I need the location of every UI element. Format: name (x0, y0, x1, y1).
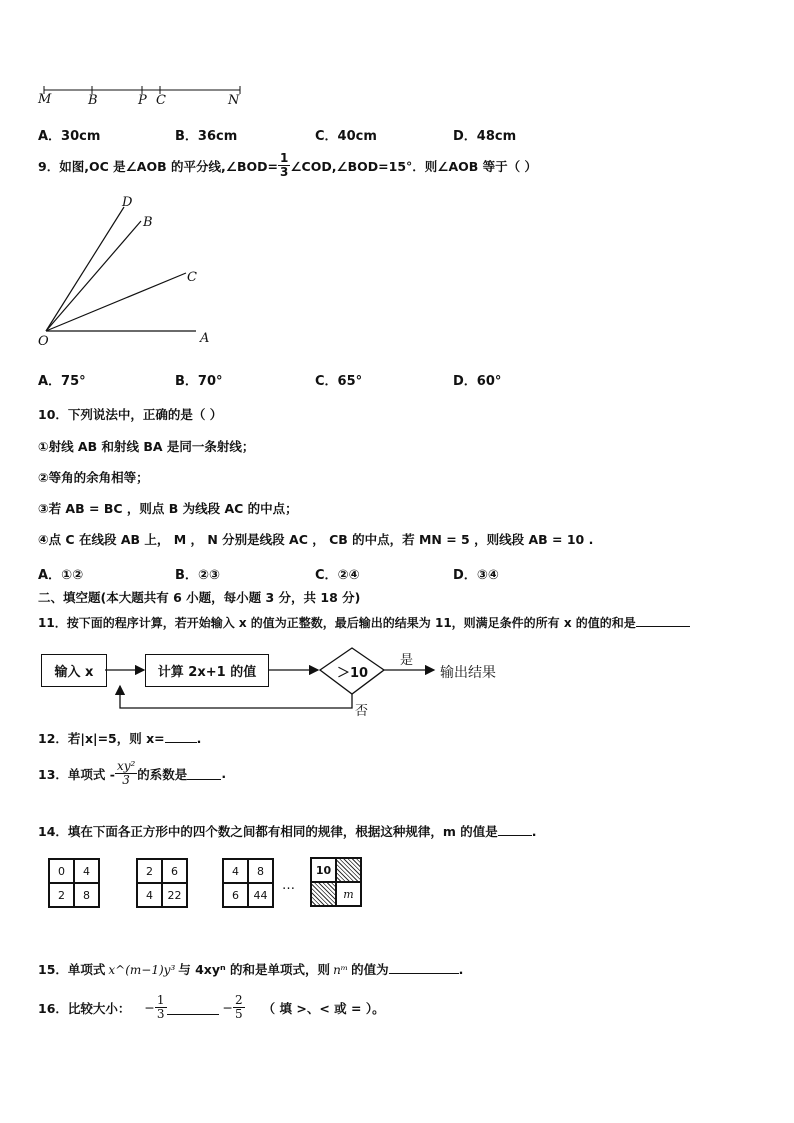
point-c-label: C (156, 93, 166, 108)
q9-frac-den: 3 (279, 165, 289, 179)
q13-prefix: 13．单项式 - (38, 766, 115, 782)
q8-option-d: D．48cm (453, 129, 517, 144)
q11-stem-line (38, 614, 690, 631)
q13-end: . (221, 766, 227, 781)
q12-suffix: . (196, 731, 202, 746)
q16-a-num: 1 (156, 993, 165, 1007)
q14-line (38, 822, 537, 840)
q8-option-b: B．36cm (175, 129, 238, 144)
q15-prefix: 15．单项式 (38, 962, 106, 977)
square-2-cell-bl: 4 (137, 883, 162, 907)
flow-arrows (100, 642, 440, 720)
ray-d-label: D (122, 195, 133, 210)
square-4-cell-tl: 10 (311, 858, 336, 882)
q16-prefix: 16．比较大小： (38, 1000, 131, 1016)
square-4-cell-m: m (336, 882, 361, 906)
q13-frac-den: 3 (122, 773, 130, 787)
q9-suffix: ∠COD,∠BOD=15°．则∠AOB 等于（ ） (290, 158, 538, 174)
q16-a-den: 3 (156, 1007, 165, 1021)
square-2-cell-tl: 2 (137, 859, 162, 883)
q10-option-b: B．②③ (175, 568, 220, 583)
number-square-1 (48, 858, 100, 908)
q9-option-a: A．75° (38, 374, 86, 389)
q14-end: . (531, 824, 537, 839)
square-2-cell-br: 22 (162, 883, 187, 907)
q9-angle-figure (36, 195, 216, 340)
q14-stem: 14．填在下面各正方形中的四个数之间都有相同的规律，根据这种规律，m 的值是 (38, 824, 498, 839)
q8-option-c: C．40cm (315, 129, 377, 144)
flow-yes-label: 是 (400, 653, 414, 668)
ray-b-label: B (143, 215, 153, 230)
q15-suffix: 的值为 (351, 962, 389, 977)
square-1-cell-tr: 4 (74, 859, 99, 883)
q14-answer-blank[interactable] (498, 835, 532, 836)
q9-option-b: B．70° (175, 374, 223, 389)
q9-option-c: C．65° (315, 374, 363, 389)
square-3-cell-tr: 8 (248, 859, 273, 883)
square-2-cell-tr: 6 (162, 859, 187, 883)
q15-line (38, 960, 463, 978)
q12-line (38, 729, 201, 747)
q10-option-a: A．①② (38, 568, 84, 583)
flow-output-label: 输出结果 (440, 665, 496, 681)
q15-expr-1: x^(m−1)y³ (108, 963, 176, 977)
flow-input-box: 输入 x (41, 654, 107, 687)
q11-answer-blank[interactable] (636, 626, 690, 627)
q13-fraction (115, 760, 137, 787)
q9-prefix: 如图,OC 是∠AOB 的平分线,∠BOD= (59, 158, 278, 174)
q15-expr-2: nᵐ (333, 963, 349, 977)
q13-frac-num: xy² (116, 759, 136, 773)
squares-ellipsis: … (282, 878, 295, 893)
q15-end: . (458, 962, 464, 977)
ray-c-label: C (187, 270, 197, 285)
q16-fraction-b (233, 994, 245, 1021)
q16-b-den: 5 (235, 1007, 243, 1021)
square-3-cell-br: 44 (248, 883, 273, 907)
q10-item-3: ③若 AB = BC ，则点 B 为线段 AC 的中点； (38, 501, 298, 516)
q16-suffix: （ 填 >、< 或 = ）。 (262, 1000, 385, 1016)
q12-prefix: 12．若|x|=5，则 x= (38, 731, 165, 746)
number-square-2 (136, 858, 188, 908)
square-1-cell-tl: 0 (49, 859, 74, 883)
square-4-cell-bl-hatched (311, 882, 336, 906)
q10-item-1: ①射线 AB 和射线 BA 是同一条射线； (38, 439, 255, 454)
q10-item-2: ②等角的余角相等； (38, 470, 149, 485)
q13-line (38, 760, 226, 787)
q11-stem: 11．按下面的程序计算，若开始输入 x 的值为正整数，最后输出的结果为 11，则满足条件的所有 x 的值的和是 (38, 616, 636, 630)
q9-stem (38, 152, 537, 179)
q16-fraction-a (155, 994, 167, 1021)
q8-option-a: A．30cm (38, 129, 101, 144)
q9-option-d: D．60° (453, 374, 502, 389)
q9-number: 9． (38, 158, 60, 174)
q16-b-num: 2 (235, 993, 243, 1007)
q9-fraction (278, 152, 290, 179)
point-p-label: P (138, 93, 147, 108)
ray-a-label: A (200, 331, 210, 346)
q12-answer-blank[interactable] (165, 742, 197, 743)
q15-answer-blank[interactable] (389, 973, 459, 974)
square-1-cell-br: 8 (74, 883, 99, 907)
section-2-heading: 二、填空题(本大题共有 6 小题，每小题 3 分，共 18 分) (38, 590, 361, 605)
square-3-cell-tl: 4 (223, 859, 248, 883)
q10-item-4: ④点 C 在线段 AB 上， M ， N 分别是线段 AC ， CB 的中点，若 MN = 5 ，则线段 AB = 10 . (38, 532, 594, 547)
q16-answer-blank[interactable] (167, 1014, 219, 1015)
number-square-4 (310, 857, 362, 907)
q13-answer-blank[interactable] (187, 779, 221, 780)
q10-option-c: C．②④ (315, 568, 360, 583)
flow-calc-box: 计算 2x+1 的值 (145, 654, 269, 687)
q9-frac-num: 1 (279, 151, 289, 165)
point-m-label: M (38, 92, 52, 107)
square-1-cell-bl: 2 (49, 883, 74, 907)
flow-condition: ＞10 (337, 666, 369, 681)
q10-option-d: D．③④ (453, 568, 499, 583)
q13-suffix: 的系数是 (137, 766, 188, 782)
q16-line: 16．比较大小： − $\frac{1}{3}$ − $\frac{2}{5}$ （ 填 >、< 或 = ）。 (38, 993, 385, 1021)
point-n-label: N (228, 93, 240, 108)
vertex-o-label: O (38, 334, 49, 349)
point-b-label: B (88, 93, 98, 108)
q15-mid: 与 4xyⁿ 的和是单项式，则 (178, 962, 331, 977)
flow-no-label: 否 (355, 704, 369, 719)
number-square-3 (222, 858, 274, 908)
square-3-cell-bl: 6 (223, 883, 248, 907)
q10-stem: 10．下列说法中，正确的是（ ） (38, 407, 223, 422)
square-4-cell-tr-hatched (336, 858, 361, 882)
